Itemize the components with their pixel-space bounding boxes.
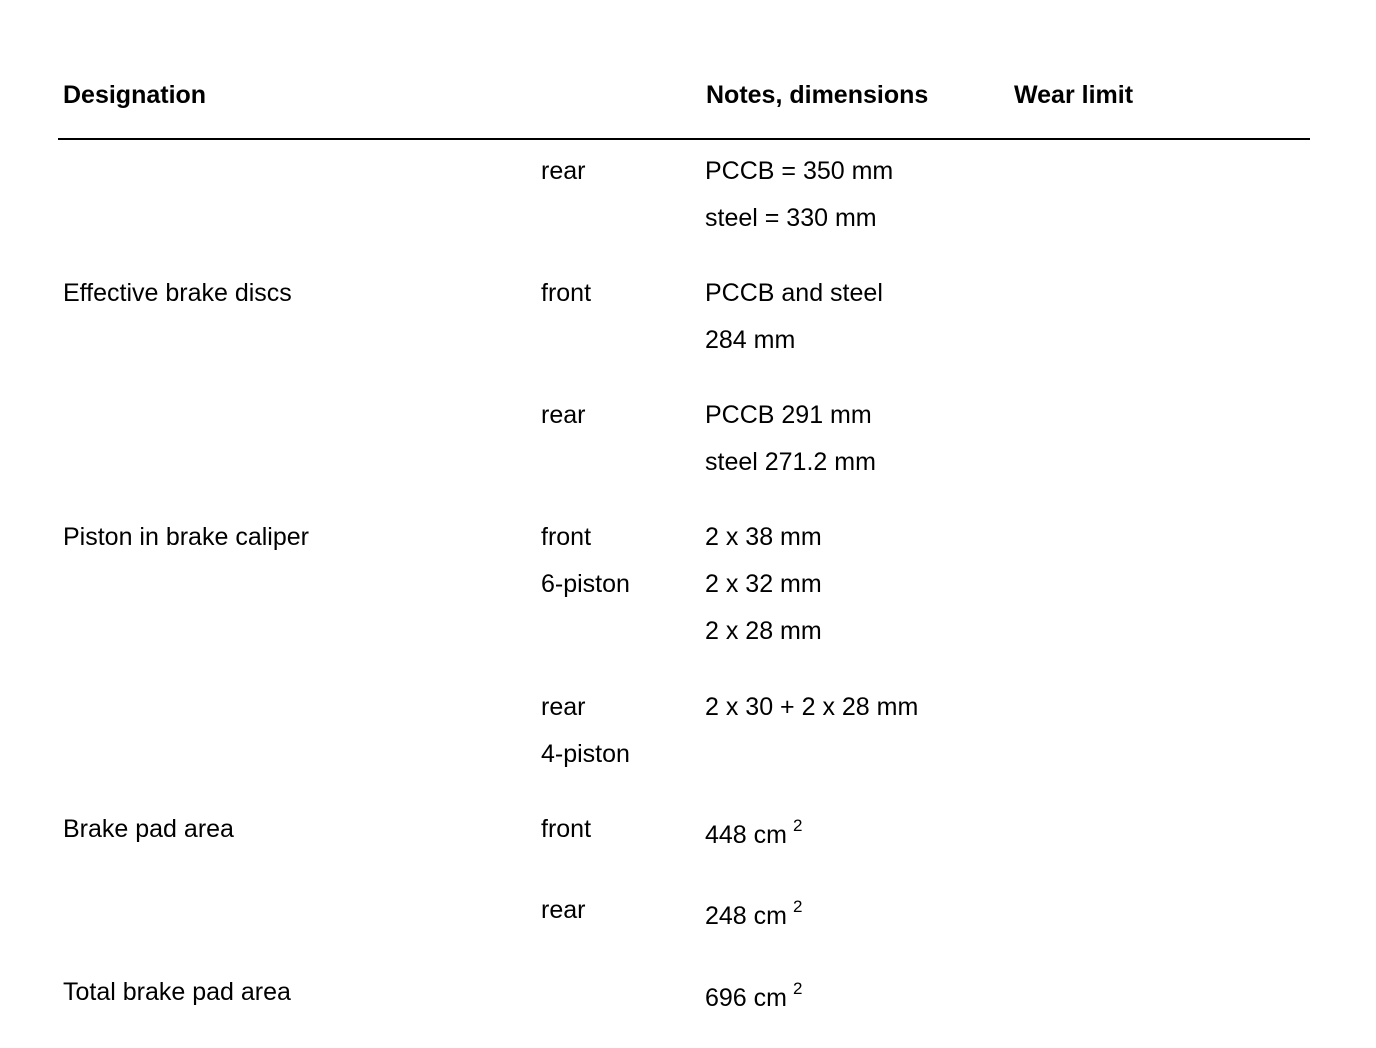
effective-rear-note-2: steel 271.2 mm [705, 448, 876, 476]
pad-area-rear-position: rear [541, 896, 586, 924]
effective-front-note-1: PCCB and steel [705, 279, 883, 307]
piston-front-note-1: 2 x 38 mm [705, 523, 822, 551]
header-wear-limit: Wear limit [1014, 81, 1134, 109]
piston-rear-type: 4-piston [541, 740, 630, 768]
effective-rear-position: rear [541, 401, 586, 429]
piston-front-position: front [541, 523, 592, 551]
pad-area-designation: Brake pad area [63, 815, 234, 843]
total-pad-area-number: 696 cm [705, 984, 787, 1012]
effective-front-position: front [541, 279, 592, 307]
piston-front-note-3: 2 x 28 mm [705, 617, 822, 645]
pad-area-front-position: front [541, 815, 592, 843]
header-divider [58, 138, 1310, 140]
total-pad-area-exponent: 2 [792, 979, 803, 998]
pad-area-rear-value [705, 897, 803, 934]
disc-rear-note-2: steel = 330 mm [705, 204, 877, 232]
piston-rear-position: rear [541, 693, 586, 721]
disc-rear-note-1: PCCB = 350 mm [705, 157, 894, 185]
header-notes-dimensions: Notes, dimensions [706, 81, 929, 109]
pad-area-front-exponent: 2 [792, 816, 803, 835]
pad-area-rear-exponent: 2 [792, 897, 803, 916]
piston-designation: Piston in brake caliper [63, 523, 309, 551]
piston-front-note-2: 2 x 32 mm [705, 570, 822, 598]
effective-discs-designation: Effective brake discs [63, 279, 292, 307]
pad-area-front-number: 448 cm [705, 821, 787, 849]
total-pad-area-designation: Total brake pad area [63, 978, 291, 1006]
total-pad-area-value [705, 979, 803, 1016]
disc-rear-position: rear [541, 157, 586, 185]
header-designation: Designation [63, 81, 207, 109]
pad-area-rear-number: 248 cm [705, 902, 787, 930]
piston-rear-note-1: 2 x 30 + 2 x 28 mm [705, 693, 919, 721]
effective-front-note-2: 284 mm [705, 326, 796, 354]
piston-front-type: 6-piston [541, 570, 630, 598]
effective-rear-note-1: PCCB 291 mm [705, 401, 872, 429]
pad-area-front-value [705, 816, 803, 853]
